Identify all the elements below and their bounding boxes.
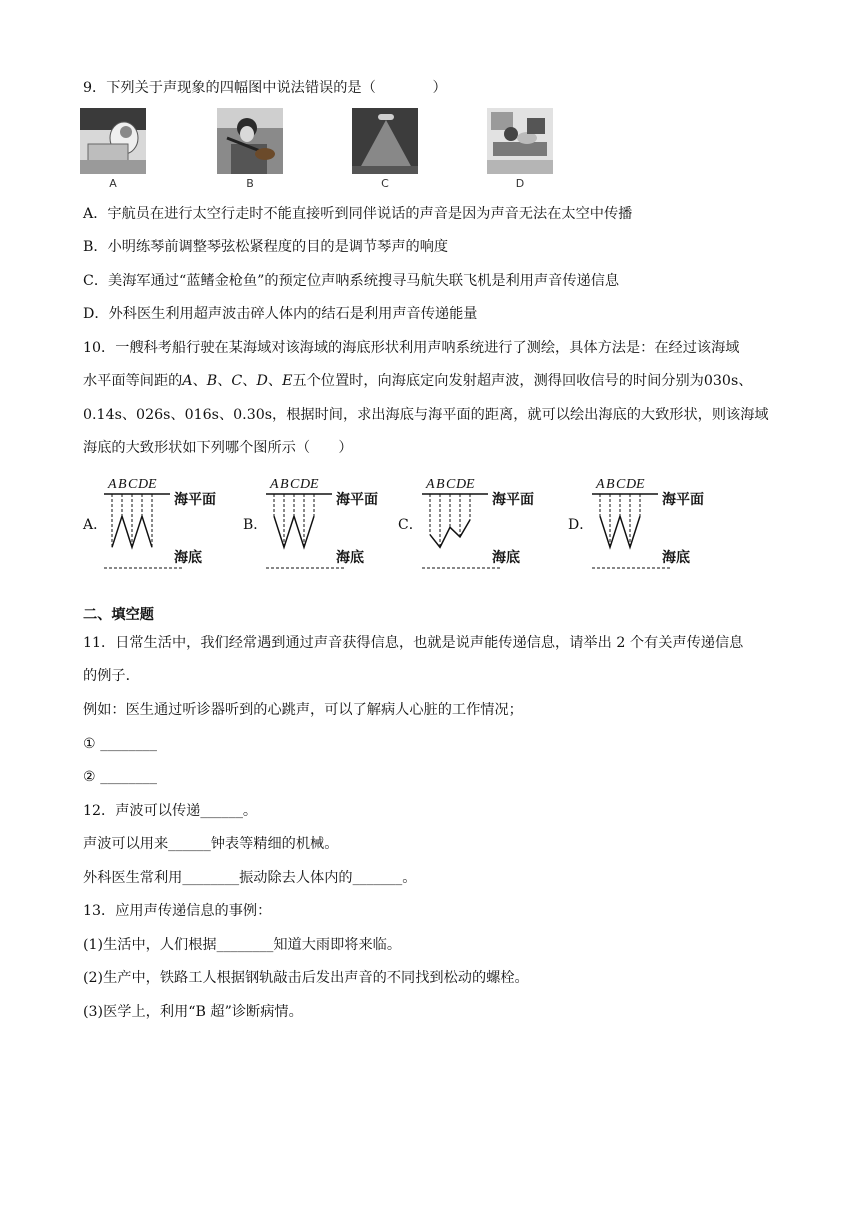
diagram-letter: B <box>606 477 615 492</box>
diagram-letter: A <box>426 477 435 492</box>
q11-example: 例如：医生通过听诊器听到的心跳声，可以了解病人心脏的工作情况； <box>83 702 523 718</box>
q12-line2: 声波可以用来______钟表等精细的机械。 <box>83 836 339 852</box>
q13-line2: (1)生活中，人们根据________知道大雨即将来临。 <box>83 937 402 953</box>
q9-image-a <box>80 108 146 174</box>
q9-option-c: C．美海军通过“蓝鳍金枪鱼”的预定位声呐系统搜寻马航失联飞机是利用声音传递信息 <box>83 273 620 289</box>
seabed-label: 海底 <box>174 550 202 566</box>
q9-image-b <box>217 108 283 174</box>
diagram-letter: C <box>290 477 300 492</box>
q9-stem: 9．下列关于声现象的四幅图中说法错误的是（ ） <box>83 80 447 96</box>
section-heading: 二、填空题 <box>83 607 154 623</box>
q11-line2: 的例子． <box>83 668 140 684</box>
q9-label-b: B <box>246 177 254 190</box>
q9-label-a: A <box>109 177 117 190</box>
q13-line4: (3)医学上，利用“B 超”诊断病情。 <box>83 1004 303 1020</box>
diagram-letter: B <box>280 477 289 492</box>
diagram-letter: D <box>456 477 467 492</box>
seabed-label: 海底 <box>492 550 520 566</box>
q10-choice-a: A． <box>83 517 108 533</box>
q12-line3: 外科医生常利用________振动除去人体内的_______。 <box>83 870 417 886</box>
q11-blank-2: ② ________ <box>83 769 157 785</box>
q13-line1: 13．应用声传递信息的事例： <box>83 903 272 919</box>
q11-line1: 11．日常生活中，我们经常遇到通过声音获得信息，也就是说声能传递信息，请举出 2 个有关声传递信息 <box>83 635 744 651</box>
q10-line1: 10．一艘科考船行驶在某海域对该海域的海底形状利用声呐系统进行了测绘，具体方法是：在经过该海域 <box>83 340 740 356</box>
q9-option-d: D．外科医生利用超声波击碎人体内的结石是利用声音传递能量 <box>83 306 478 322</box>
diagram-letter: E <box>636 477 645 492</box>
diagram-letter: E <box>310 477 319 492</box>
sea-level-label: 海平面 <box>336 492 378 508</box>
diagram-letter: B <box>118 477 127 492</box>
diagram-letter: A <box>270 477 279 492</box>
q12-line1: 12．声波可以传递______。 <box>83 803 258 819</box>
q10-line4: 海底的大致形状如下列哪个图所示（ ） <box>83 440 353 456</box>
q10-diagram-b <box>262 474 402 574</box>
diagram-letter: C <box>128 477 138 492</box>
seabed-profile <box>274 516 314 547</box>
diagram-letter: D <box>138 477 149 492</box>
diagram-letter: B <box>436 477 445 492</box>
q9-image-d <box>487 108 553 174</box>
sea-level-label: 海平面 <box>662 492 704 508</box>
q10-diagram-a <box>100 474 240 574</box>
diagram-letter: A <box>596 477 605 492</box>
q9-label-c: C <box>381 177 389 190</box>
q10-choice-c: C． <box>398 517 423 533</box>
q11-blank-1: ① ________ <box>83 736 157 752</box>
q10-choice-d: D． <box>568 517 594 533</box>
diagram-letter: D <box>300 477 311 492</box>
q10-line2: 水平面等间距的A、B、C、D、E五个位置时，向海底定向发射超声波，测得回收信号的时间分别为030s、 <box>83 373 753 389</box>
diagram-letter: C <box>446 477 456 492</box>
q10-diagram-row <box>80 474 740 574</box>
seabed-label: 海底 <box>662 550 690 566</box>
q9-image-c <box>352 108 418 174</box>
q10-diagram-c <box>418 474 558 574</box>
q10-diagram-d <box>588 474 728 574</box>
sea-level-label: 海平面 <box>492 492 534 508</box>
q13-line3: (2)生产中，铁路工人根据钢轨敲击后发出声音的不同找到松动的螺栓。 <box>83 970 529 986</box>
q9-image-row <box>80 108 540 194</box>
diagram-letter: D <box>626 477 637 492</box>
q10-choice-b: B． <box>243 517 268 533</box>
seabed-label: 海底 <box>336 550 364 566</box>
seabed-profile <box>600 516 640 547</box>
q9-label-d: D <box>515 177 525 190</box>
q9-option-a: A．宇航员在进行太空行走时不能直接听到同伴说话的声音是因为声音无法在太空中传播 <box>83 206 633 222</box>
diagram-letter: A <box>108 477 117 492</box>
diagram-letter: E <box>466 477 475 492</box>
diagram-letter: E <box>148 477 157 492</box>
q10-line3: 0.14s、026s、016s、0.30s，根据时间，求出海底与海平面的距离，就可以绘出海底的大致形状，则该海域 <box>83 407 769 423</box>
sea-level-label: 海平面 <box>174 492 216 508</box>
q9-option-b: B．小明练琴前调整琴弦松紧程度的目的是调节琴声的响度 <box>83 239 449 255</box>
diagram-letter: C <box>616 477 626 492</box>
